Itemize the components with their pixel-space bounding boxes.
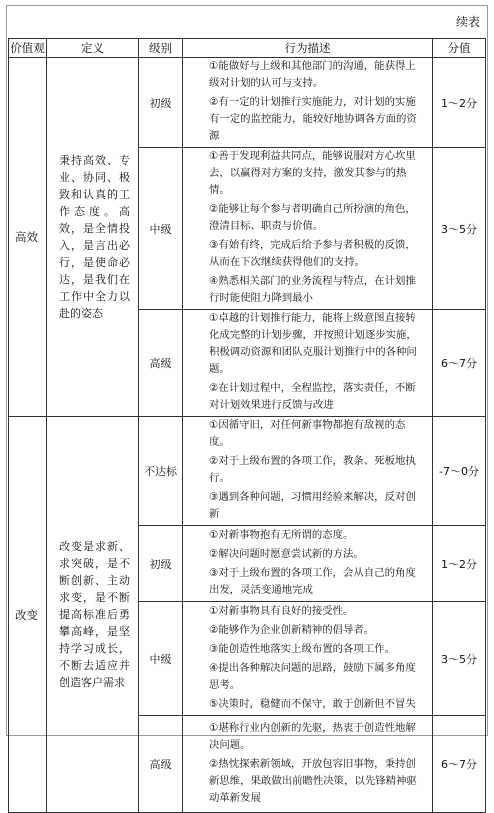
score-cell: 1～2分 [433, 526, 486, 602]
behavior-item: ①对新事物抱有无所谓的态度。 [209, 528, 354, 541]
behavior-item: ③有始有终，完成后给予参与者积极的反馈，从而在下次继续获得他们的支持。 [209, 239, 416, 268]
behavior-cell [183, 310, 433, 417]
behavior-item: ①卓越的计划推行能力，能将上级意图直接转化成完整的计划步骤，并按照计划逐步实施，积极调动资源和团队克服计划推行中的各种问题。 [209, 312, 417, 375]
header-definition: 定义 [47, 39, 139, 58]
behavior-item: ②有一定的计划推行实施能力，对计划的实施有一定的监控能力，能较好地协调各方面的资源 [209, 96, 417, 142]
level-cell: 高级 [139, 716, 183, 813]
behavior-item: ②解决问题时愿意尝试新的方法。 [209, 547, 364, 560]
behavior-item: ③遇到各种问题，习惯用经验来解决，反对创新 [209, 491, 416, 520]
behavior-item: ①能做好与上级和其他部门的沟通，能获得上级对计划的认可与支持。 [209, 60, 416, 89]
behavior-cell [183, 716, 433, 813]
behavior-item: ②在计划过程中，全程监控，落实责任，不断对计划效果进行反馈与改进 [209, 382, 416, 411]
behavior-cell [183, 58, 433, 148]
level-cell: 初级 [139, 58, 183, 148]
behavior-item: ④提出各种解决问题的思路，鼓励下属多角度思考。 [209, 661, 416, 691]
score-cell: 6～7分 [433, 310, 486, 417]
header-score: 分值 [433, 39, 486, 58]
continued-label: 续表 [455, 15, 480, 29]
behavior-item: ②能够作为企业创新精神的倡导者。 [209, 623, 375, 636]
value-cell: 高效 [9, 58, 47, 417]
behavior-item: ③对于上级布置的各项工作，会从自己的角度出发，灵活变通地完成 [209, 566, 416, 596]
table-row [9, 417, 486, 526]
level-cell: 不达标 [139, 417, 183, 526]
behavior-item: ①对新事物具有良好的接受性。 [209, 604, 354, 617]
level-cell: 中级 [139, 148, 183, 310]
value-cell: 改变 [9, 417, 47, 813]
behavior-item: ①因循守旧，对任何新事物都抱有敌视的态度。 [209, 419, 406, 448]
behavior-item: ②热忱探索新领域，开放包容旧事物，秉持创新思维，果敢做出前瞻性决策，以先锋精神驱动革新发展 [209, 757, 417, 804]
score-cell: 1～2分 [433, 58, 486, 148]
behavior-cell [183, 148, 433, 310]
values-table [8, 38, 486, 813]
table-row [9, 58, 486, 148]
score-cell: 3～5分 [433, 148, 486, 310]
definition-cell: 改变是求新、求突破，是不断创新、主动求变，是不断提高标准后勇攀高峰，是坚持学习成长，不断去适应并创造客户需求 [47, 417, 139, 813]
behavior-item: ①善于发现利益共同点，能够说服对方心坎里去，以赢得对方案的支持，激发其参与的热情。 [209, 150, 416, 196]
score-cell: 3～5分 [433, 602, 486, 716]
definition-cell: 秉持高效、专业、协同、极致和认真的工作态度。高效，是全情投入，是言出必行，是使命必达，是我们在工作中全力以赴的姿态 [47, 58, 139, 417]
behavior-item: ②对于上级布置的各项工作，教条、死板地执行。 [209, 455, 416, 484]
behavior-cell [183, 417, 433, 526]
score-cell: 6～7分 [433, 716, 486, 813]
behavior-item: ①堪称行业内创新的先驱，热衷于创造性地解决问题。 [209, 721, 416, 751]
behavior-item: ⑤决策时，稳健而不保守，敢于创新但不冒失 [209, 697, 416, 710]
behavior-item: ④熟悉相关部门的业务流程与特点，在计划推行时能使阻力降到最小 [209, 275, 416, 304]
level-cell: 中级 [139, 602, 183, 716]
behavior-cell [183, 602, 433, 716]
header-row [9, 39, 486, 58]
header-value: 价值观 [9, 39, 47, 58]
header-behavior: 行为描述 [183, 39, 433, 58]
level-cell: 初级 [139, 526, 183, 602]
behavior-item: ③能创造性地落实上级布置的各项工作。 [209, 642, 395, 655]
behavior-cell [183, 526, 433, 602]
score-cell: -7～0分 [433, 417, 486, 526]
behavior-item: ②能够让每个参与者明确自己所扮演的角色，澄清目标、职责与价值。 [209, 203, 416, 232]
level-cell: 高级 [139, 310, 183, 417]
header-level: 级别 [139, 39, 183, 58]
